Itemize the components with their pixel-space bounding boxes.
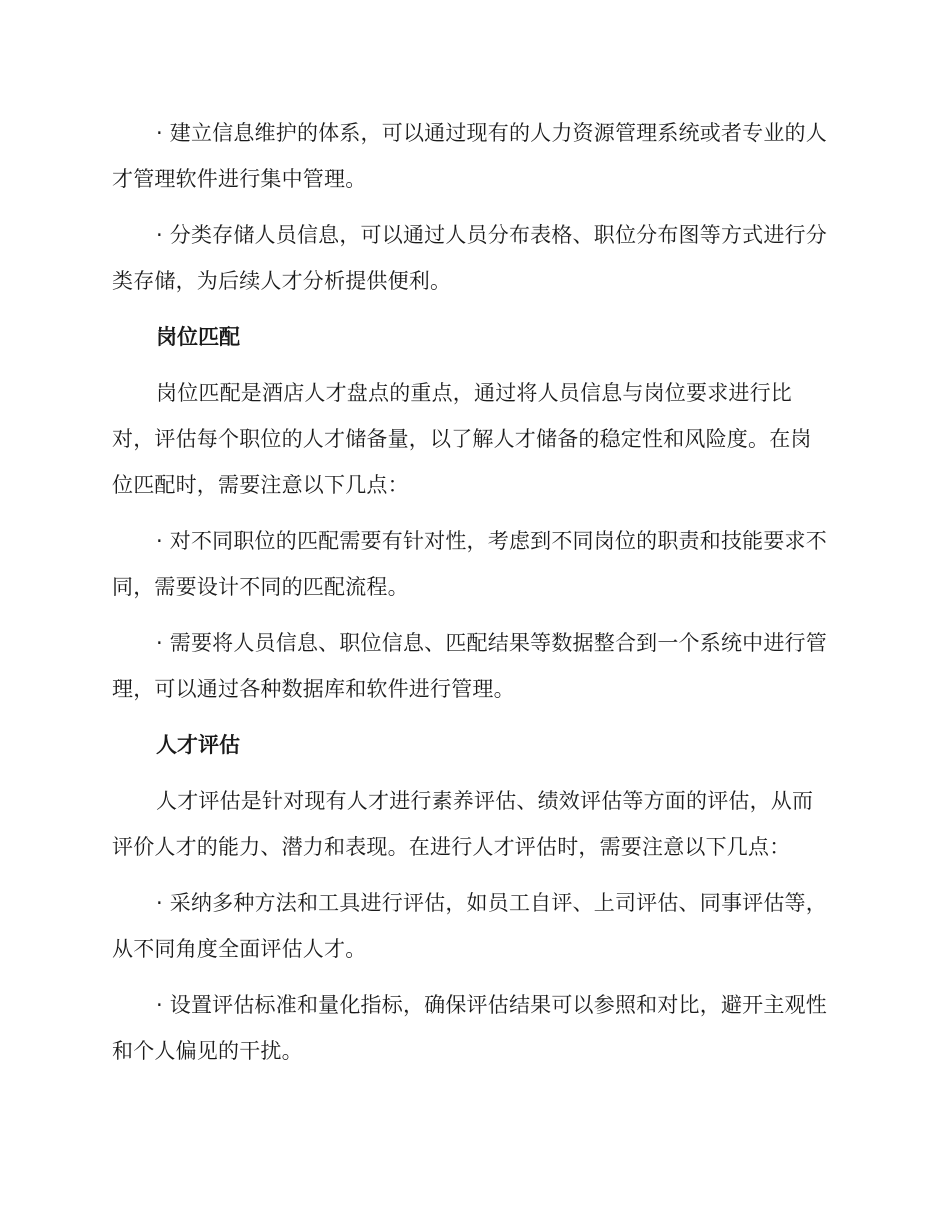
bullet-paragraph: · 需要将人员信息、职位信息、匹配结果等数据整合到一个系统中进行管理，可以通过各种数据库和软件进行管理。 bbox=[112, 631, 827, 701]
body-paragraph: 人才评估是针对现有人才进行素养评估、绩效评估等方面的评估，从而评价人才的能力、潜力和表现。在进行人才评估时，需要注意以下几点： bbox=[112, 789, 814, 859]
bullet-paragraph: · 采纳多种方法和工具进行评估，如员工自评、上司评估、同事评估等，从不同角度全面评估人才。 bbox=[112, 891, 827, 961]
body-paragraph: 岗位匹配是酒店人才盘点的重点，通过将人员信息与岗位要求进行比对，评估每个职位的人才储备量，以了解人才储备的稳定性和风险度。在岗位匹配时，需要注意以下几点： bbox=[112, 381, 812, 497]
document-body bbox=[112, 110, 832, 1074]
section-heading: 岗位匹配 bbox=[156, 325, 240, 349]
bullet-paragraph: · 对不同职位的匹配需要有针对性，考虑到不同岗位的职责和技能要求不同，需要设计不同的匹配流程。 bbox=[112, 529, 827, 599]
bullet-paragraph: · 分类存储人员信息，可以通过人员分布表格、职位分布图等方式进行分类存储，为后续人才分析提供便利。 bbox=[112, 223, 827, 293]
section-heading: 人才评估 bbox=[156, 733, 240, 757]
bullet-paragraph: · 设置评估标准和量化指标，确保评估结果可以参照和对比，避开主观性和个人偏见的干扰。 bbox=[112, 993, 827, 1063]
bullet-paragraph: · 建立信息维护的体系，可以通过现有的人力资源管理系统或者专业的人才管理软件进行集中管理。 bbox=[112, 121, 827, 191]
